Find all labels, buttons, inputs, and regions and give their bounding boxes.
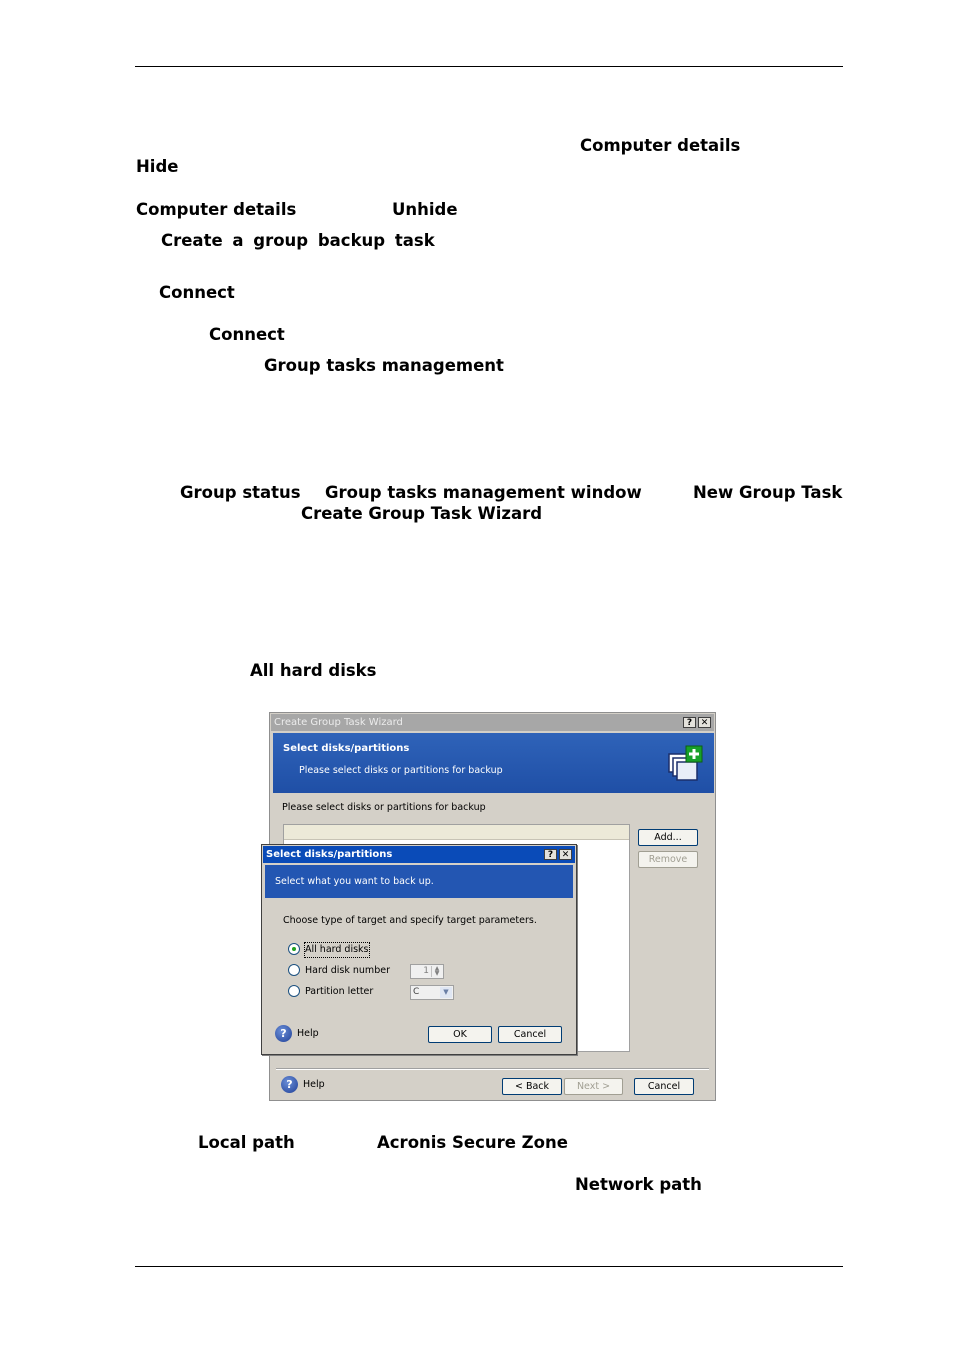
add-button[interactable]: Add... [638, 829, 698, 846]
term-group-tasks-window: Group tasks management window [325, 483, 642, 502]
term-group-status: Group status [180, 483, 301, 502]
term-acronis-secure-zone: Acronis Secure Zone [377, 1133, 568, 1152]
option-partition-label: Partition letter [305, 986, 374, 997]
back-button[interactable]: < Back [502, 1078, 562, 1095]
option-disk-number-label: Hard disk number [305, 965, 390, 976]
dialog-close-button[interactable]: ✕ [559, 849, 572, 860]
radio-all-hard-disks[interactable] [288, 943, 300, 955]
dialog-help-icon[interactable]: ? [275, 1025, 292, 1042]
disk-number-stepper[interactable] [410, 964, 444, 979]
dialog-help-title-button[interactable]: ? [544, 849, 557, 860]
wizard-titlebar [271, 714, 714, 731]
chevron-down-icon: ▼ [440, 987, 452, 998]
option-hard-disk-number[interactable] [288, 964, 458, 978]
dialog-help-link[interactable]: Help [297, 1028, 319, 1039]
term-connect-2: Connect [209, 325, 285, 344]
term-unhide: Unhide [392, 200, 458, 219]
term-computer-details-2: Computer details [136, 200, 297, 219]
term-connect: Connect [159, 283, 235, 302]
partition-letter-select[interactable] [410, 985, 454, 1000]
dialog-choose-text: Choose type of target and specify target parameters. [283, 915, 537, 926]
wizard-close-button[interactable]: ✕ [698, 717, 711, 728]
option-partition-letter[interactable] [288, 985, 468, 999]
dialog-cancel-button[interactable]: Cancel [498, 1026, 562, 1043]
wizard-banner-title: Select disks/partitions [283, 743, 410, 754]
wizard-banner-subtitle: Please select disks or partitions for backup [299, 765, 503, 776]
footer-rule [135, 1266, 843, 1267]
term-group-tasks-management: Group tasks management [264, 356, 504, 375]
term-create-group-task-wizard: Create Group Task Wizard [301, 504, 543, 523]
wizard-cancel-button[interactable]: Cancel [634, 1078, 694, 1095]
term-network-path: Network path [575, 1175, 702, 1194]
radio-partition-letter[interactable] [288, 985, 300, 997]
dialog-titlebar [263, 846, 575, 863]
wizard-help-link[interactable]: Help [303, 1079, 325, 1090]
wizard-prompt: Please select disks or partitions for backup [282, 802, 486, 813]
ok-button[interactable]: OK [428, 1026, 492, 1043]
term-new-group-task: New Group Task [693, 483, 843, 502]
disk-number-value: 1 [423, 966, 429, 976]
remove-button[interactable]: Remove [638, 851, 698, 868]
wizard-banner [273, 733, 714, 793]
term-computer-details: Computer details [580, 136, 741, 155]
list-header [284, 825, 629, 840]
header-rule [135, 66, 843, 67]
select-disks-dialog [261, 844, 577, 1055]
wizard-help-icon[interactable]: ? [281, 1076, 298, 1093]
wizard-title: Create Group Task Wizard [274, 717, 403, 728]
dialog-title: Select disks/partitions [266, 849, 393, 860]
stepper-arrows-icon: ▲ ▼ [431, 966, 442, 977]
wizard-help-title-button[interactable]: ? [683, 717, 696, 728]
dialog-banner [265, 865, 573, 898]
dialog-subtitle: Select what you want to back up. [275, 876, 434, 887]
option-all-label: All hard disks [305, 944, 369, 955]
term-hide: Hide [136, 157, 179, 176]
radio-hard-disk-number[interactable] [288, 964, 300, 976]
term-local-path: Local path [198, 1133, 295, 1152]
wizard-separator [276, 1068, 709, 1070]
term-all-hard-disks: All hard disks [250, 661, 377, 680]
partition-letter-value: C [413, 987, 420, 997]
add-disks-icon [666, 745, 704, 781]
next-button[interactable]: Next > [564, 1078, 623, 1095]
term-create-group-backup: Create a group backup task [161, 231, 435, 250]
